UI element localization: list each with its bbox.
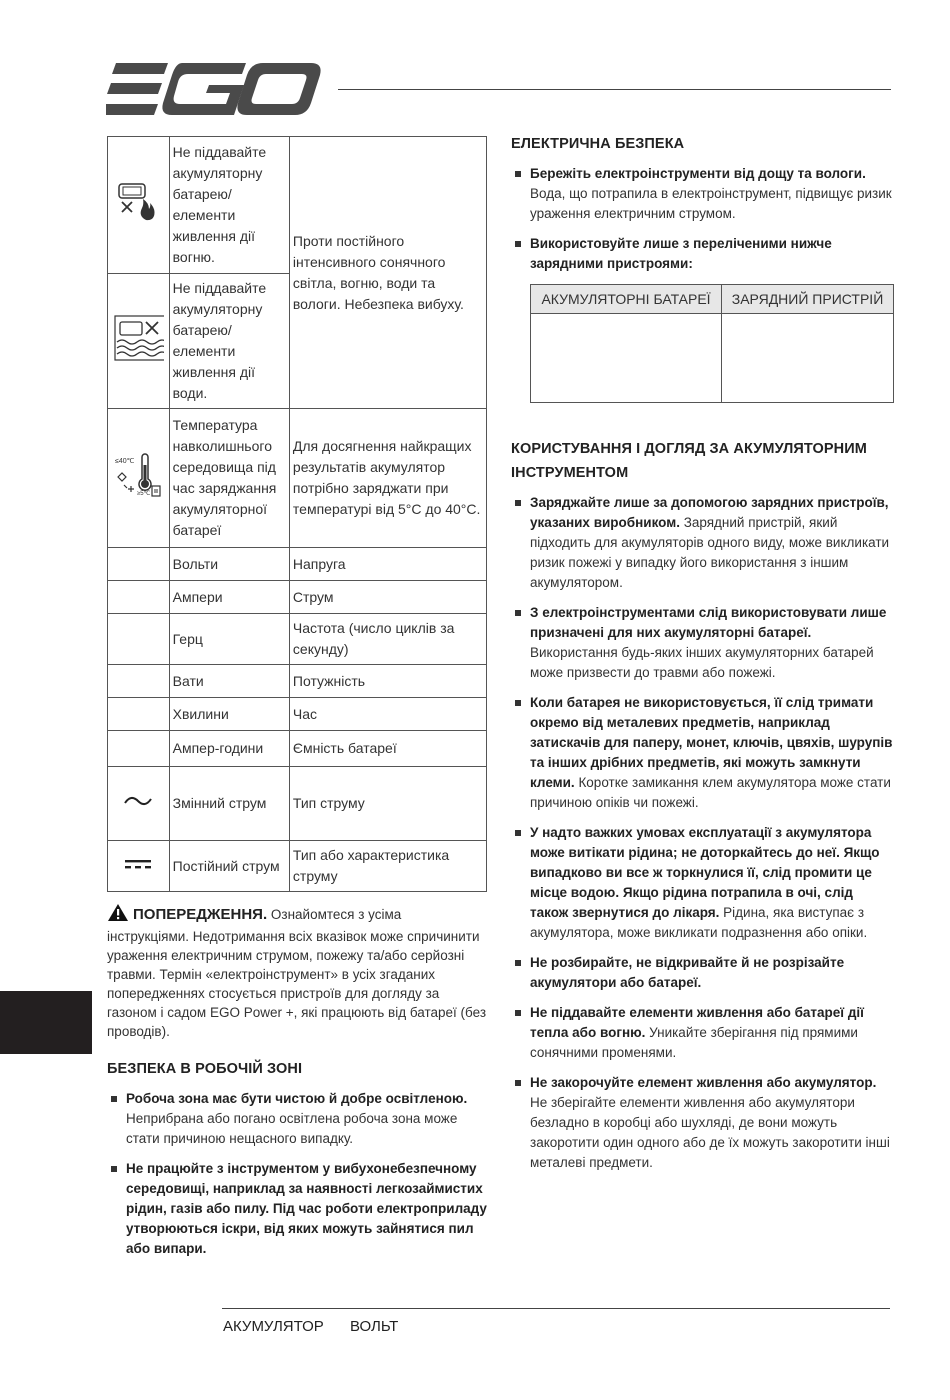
minutes-icon	[108, 698, 170, 731]
symbol-desc: Для досягнення найкращих результатів акумулятор потрібно заряджати при температурі від 5°C до 40°C.	[289, 409, 486, 548]
symbol-desc: Частота (число циклів за секунду)	[289, 614, 486, 665]
list-item: У надто важких умовах експлуатації з акумулятора може витікати рідина; не доторкайтесь до неї. Якщо випадково ви все ж торкнулися її, слід промити це місце водою. Якщо рідина потрапила в очі, слід також звернутися до лікаря. Рідина, яка виступає з акумулятора, може викликати подразнення або опіки.	[511, 823, 893, 943]
svg-text:≥5℃: ≥5℃	[137, 491, 151, 497]
no-fire-battery-icon	[108, 137, 170, 274]
charger-cell	[722, 314, 894, 403]
side-tab	[0, 991, 92, 1054]
symbol-desc: Напруга	[289, 548, 486, 581]
symbol-desc: Проти постійного інтенсивного сонячного світла, вогню, води та вологи. Небезпека вибуху.	[289, 137, 486, 409]
work-area-list	[107, 1089, 487, 1259]
electrical-safety-list	[511, 164, 893, 274]
warning-title: ПОПЕРЕДЖЕННЯ.	[133, 906, 268, 923]
warning-text: Ознайомтеся з усіма інструкціями. Недотримання всіх вказівок може спричинити ураження електричним струмом, пожежу та/або серйозні травми. Термін «електроінструмент» в усіх згаданих попередженнях стосується пристроїв для догляду за газоном і садом EGO Power +, які працюють від батареї (без проводів).	[107, 907, 487, 1039]
symbol-name: Вати	[169, 665, 289, 698]
charger-table	[530, 284, 894, 403]
symbol-name: Температура навколишнього середовища під час заряджання акумуляторної батареї	[169, 409, 289, 548]
watts-icon	[108, 665, 170, 698]
symbol-name: Постійний струм	[169, 841, 289, 892]
symbol-desc: Ємність батареї	[289, 731, 486, 767]
symbol-name: Вольти	[169, 548, 289, 581]
alternating-current-icon	[108, 767, 170, 841]
footer-item: АКУМУЛЯТОР	[223, 1318, 324, 1335]
temperature-range-icon	[108, 409, 170, 548]
list-item: Використовуйте лише з переліченими нижче зарядними пристроями:	[511, 234, 893, 274]
symbol-desc: Потужність	[289, 665, 486, 698]
volts-icon	[108, 548, 170, 581]
symbol-name: Ампер-години	[169, 731, 289, 767]
symbol-desc: Тип струму	[289, 767, 486, 841]
symbols-table	[107, 136, 487, 892]
symbol-name: Змінний струм	[169, 767, 289, 841]
list-item: Не закорочуйте елемент живлення або акумулятор. Не зберігайте елементи живлення або акумулятори безладно в коробці або шухляді, де вони можуть закоротити один одного або де їх можуть закоротити інші металеві предмети.	[511, 1073, 893, 1173]
left-column	[107, 903, 487, 1269]
amperes-icon	[108, 581, 170, 614]
symbol-name: Ампери	[169, 581, 289, 614]
direct-current-icon	[108, 841, 170, 892]
footer-rule	[222, 1308, 890, 1309]
hertz-icon	[108, 614, 170, 665]
list-item: Не працюйте з інструментом у вибухонебезпечному середовищі, наприклад за наявності легкозаймистих рідин, газів або пилу. Під час роботи електроприладу утворюються іскри, від яких можуть зайнятися пил або випари.	[107, 1159, 487, 1259]
warning-block	[107, 903, 487, 1041]
battery-cell	[531, 314, 722, 403]
battery-column-header: АКУМУЛЯТОРНІ БАТАРЕЇ	[531, 285, 722, 314]
symbol-name: Не піддавайте акумуляторну батарею/ елементи живлення дії вогню.	[169, 137, 289, 274]
symbol-name: Не піддавайте акумуляторну батарею/ елементи живлення дії води.	[169, 274, 289, 409]
ego-logo	[106, 63, 321, 115]
symbol-name: Герц	[169, 614, 289, 665]
symbol-desc: Струм	[289, 581, 486, 614]
battery-use-list	[511, 493, 893, 1173]
header-rule	[338, 89, 891, 90]
list-item: Заряджайте лише за допомогою зарядних пристроїв, указаних виробником. Зарядний пристрій, який підходить для акумуляторів одного виду, може викликати ризик пожежі у випадку його використання з іншим акумулятором.	[511, 493, 893, 593]
right-column	[511, 136, 893, 1183]
list-item: Коли батарея не використовується, її слід тримати окремо від металевих предметів, наприклад затискачів для паперу, монет, ключів, цвяхів, шурупів та інших дрібних предметів, які можуть замкнути клеми. Коротке замикання клем акумулятора може стати причиною опіків чи пожежі.	[511, 693, 893, 813]
footer-item: ВОЛЬТ	[349, 1318, 399, 1335]
symbol-name: Хвилини	[169, 698, 289, 731]
no-water-battery-icon	[108, 274, 170, 409]
battery-use-heading: КОРИСТУВАННЯ І ДОГЛЯД ЗА АКУМУЛЯТОРНИМ ІНСТРУМЕНТОМ	[511, 441, 867, 481]
symbol-desc: Час	[289, 698, 486, 731]
charger-column-header: ЗАРЯДНИЙ ПРИСТРІЙ	[722, 285, 894, 314]
list-item: Не піддавайте елементи живлення або батареї дії тепла або вогню. Уникайте зберігання під прямими сонячними променями.	[511, 1003, 893, 1063]
list-item: З електроінструментами слід використовувати лише призначені для них акумуляторні батареї. Використання будь-яких інших акумуляторних батарей може призвести до травми або пожежі.	[511, 603, 893, 683]
svg-text:≤40℃: ≤40℃	[115, 458, 135, 465]
symbol-desc: Тип або характеристика струму	[289, 841, 486, 892]
work-area-heading: БЕЗПЕКА В РОБОЧІЙ ЗОНІ	[107, 1061, 303, 1077]
list-item: Не розбирайте, не відкривайте й не розрізайте акумулятори або батареї.	[511, 953, 893, 993]
ampere-hours-icon	[108, 731, 170, 767]
warning-icon	[107, 903, 129, 927]
list-item: Бережіть електроінструменти від дощу та вологи. Вода, що потрапила в електроінструмент, підвищує ризик ураження електричним струмом.	[511, 164, 893, 224]
list-item: Робоча зона має бути чистою й добре освітленою. Неприбрана або погано освітлена робоча зона може стати причиною нещасного випадку.	[107, 1089, 487, 1149]
electrical-safety-heading: ЕЛЕКТРИЧНА БЕЗПЕКА	[511, 136, 685, 152]
footer	[223, 1318, 420, 1335]
